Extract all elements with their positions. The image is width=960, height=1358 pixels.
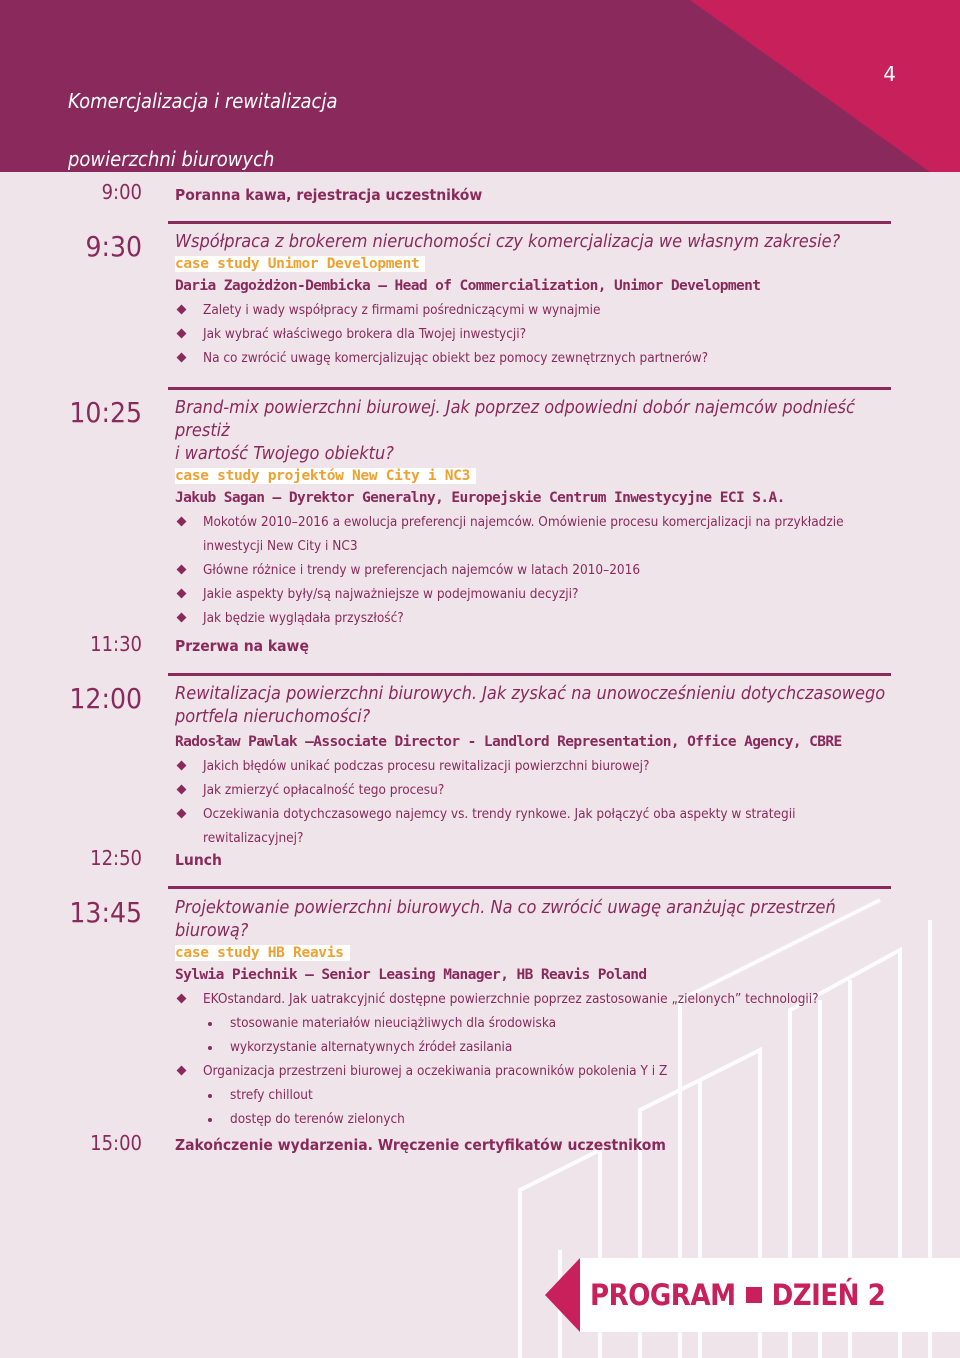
list-item: Główne różnice i trendy w preferencjach najemców w latach 2010–2016 [175, 558, 895, 582]
case-study-label: case study projektów New City i NC3 [175, 468, 476, 484]
list-item: Jak wybrać właściwego brokera dla Twojej inwestycji? [175, 322, 895, 346]
diamond-bullet-icon [177, 994, 187, 1004]
square-separator-icon [746, 1287, 762, 1303]
dot-bullet-icon [208, 1118, 212, 1122]
list-item: Jakich błędów unikać podczas procesu rewitalizacji powierzchni biurowej? [175, 754, 895, 778]
diamond-bullet-icon [177, 589, 187, 599]
list-item: Oczekiwania dotychczasowego najemcy vs. trendy rynkowe. Jak połączyć oba aspekty w strategii rewitalizacyjnej? [175, 802, 895, 850]
diamond-bullet-icon [177, 565, 187, 575]
sub-list-item: strefy chillout [175, 1083, 895, 1107]
case-study-label: case study HB Reavis [175, 945, 350, 961]
time-1025: 10:25 [69, 396, 142, 429]
diamond-bullet-icon [177, 517, 187, 527]
day-label: DZIEŃ 2 [771, 1278, 886, 1312]
list-item: Jak będzie wyglądała przyszłość? [175, 606, 895, 630]
time-1500: 15:00 [90, 1131, 142, 1155]
diamond-bullet-icon [177, 305, 187, 315]
dot-bullet-icon [208, 1094, 212, 1098]
session-title-1500: Zakończenie wydarzenia. Wręczenie certyfikatów uczestnikom [175, 1136, 666, 1154]
session-title-1025: Brand-mix powierzchni biurowej. Jak poprzez odpowiedni dobór najemców podnieść prestiż i wartość Twojego obiektu? [175, 397, 855, 464]
list-item: Na co zwrócić uwagę komercjalizując obiekt bez pomocy zewnętrznych partnerów? [175, 346, 895, 370]
session-title-1250: Lunch [175, 851, 222, 869]
session-title-1130: Przerwa na kawę [175, 637, 309, 655]
diamond-bullet-icon [177, 329, 187, 339]
list-item: Organizacja przestrzeni biurowej a oczekiwania pracowników pokolenia Y i Z [175, 1059, 895, 1083]
page-number: 4 [883, 62, 896, 86]
program-label: PROGRAM [590, 1278, 736, 1312]
list-item: Zalety i wady współpracy z firmami pośredniczącymi w wynajmie [175, 298, 895, 322]
dot-bullet-icon [208, 1046, 212, 1050]
sub-list-item: stosowanie materiałów nieuciążliwych dla środowiska [175, 1011, 895, 1035]
title-line-1: Komercjalizacja i rewitalizacja [68, 89, 338, 113]
list-item: Mokotów 2010–2016 a ewolucja preferencji najemców. Omówienie procesu komercjalizacji na przykładzie [175, 510, 895, 534]
session-title-0930: Współpraca z brokerem nieruchomości czy komercjalizacja we własnym zakresie? [175, 231, 841, 252]
speaker-0930: Daria Zagożdżon-Dembicka – Head of Commercialization, Unimor Development [175, 278, 761, 294]
time-0930: 9:30 [85, 230, 142, 263]
list-item: Jak zmierzyć opłacalność tego procesu? [175, 778, 895, 802]
diamond-bullet-icon [177, 761, 187, 771]
diamond-bullet-icon [177, 353, 187, 363]
session-title-1200: Rewitalizacja powierzchni biurowych. Jak zyskać na unowocześnieniu dotychczasowego portfela nieruchomości? [175, 683, 886, 727]
time-1250: 12:50 [90, 846, 142, 870]
divider [168, 221, 891, 224]
time-1345: 13:45 [69, 896, 142, 929]
list-item-continuation: inwestycji New City i NC3 [203, 538, 358, 554]
speaker-1200: Radosław Pawlak –Associate Director - Landlord Representation, Office Agency, CBRE [175, 734, 842, 750]
speaker-1345: Sylwia Piechnik – Senior Leasing Manager, HB Reavis Poland [175, 967, 647, 983]
diamond-bullet-icon [177, 1066, 187, 1076]
sub-list-item: wykorzystanie alternatywnych źródeł zasilania [175, 1035, 895, 1059]
session-title-0900: Poranna kawa, rejestracja uczestników [175, 186, 483, 204]
dot-bullet-icon [208, 1022, 212, 1026]
program-day-banner [590, 1278, 885, 1312]
speaker-1025: Jakub Sagan – Dyrektor Generalny, Europejskie Centrum Inwestycyjne ECI S.A. [175, 490, 785, 506]
time-0900: 9:00 [101, 180, 142, 204]
diamond-bullet-icon [177, 785, 187, 795]
time-1200: 12:00 [69, 682, 142, 715]
list-item: EKOstandard. Jak uatrakcyjnić dostępne powierzchnie poprzez zastosowanie „zielonych” technologii? [175, 987, 895, 1011]
divider [168, 387, 891, 390]
diamond-bullet-icon [177, 809, 187, 819]
divider [168, 673, 891, 676]
time-1130: 11:30 [90, 632, 142, 656]
session-title-1345: Projektowanie powierzchni biurowych. Na co zwrócić uwagę aranżując przestrzeń biurową? [175, 897, 836, 941]
case-study-label: case study Unimor Development [175, 256, 425, 272]
divider [168, 886, 891, 889]
list-item: Jakie aspekty były/są najważniejsze w podejmowaniu decyzji? [175, 582, 895, 606]
sub-list-item: dostęp do terenów zielonych [175, 1107, 895, 1131]
diamond-bullet-icon [177, 613, 187, 623]
title-line-2: powierzchni biurowych [68, 147, 275, 171]
